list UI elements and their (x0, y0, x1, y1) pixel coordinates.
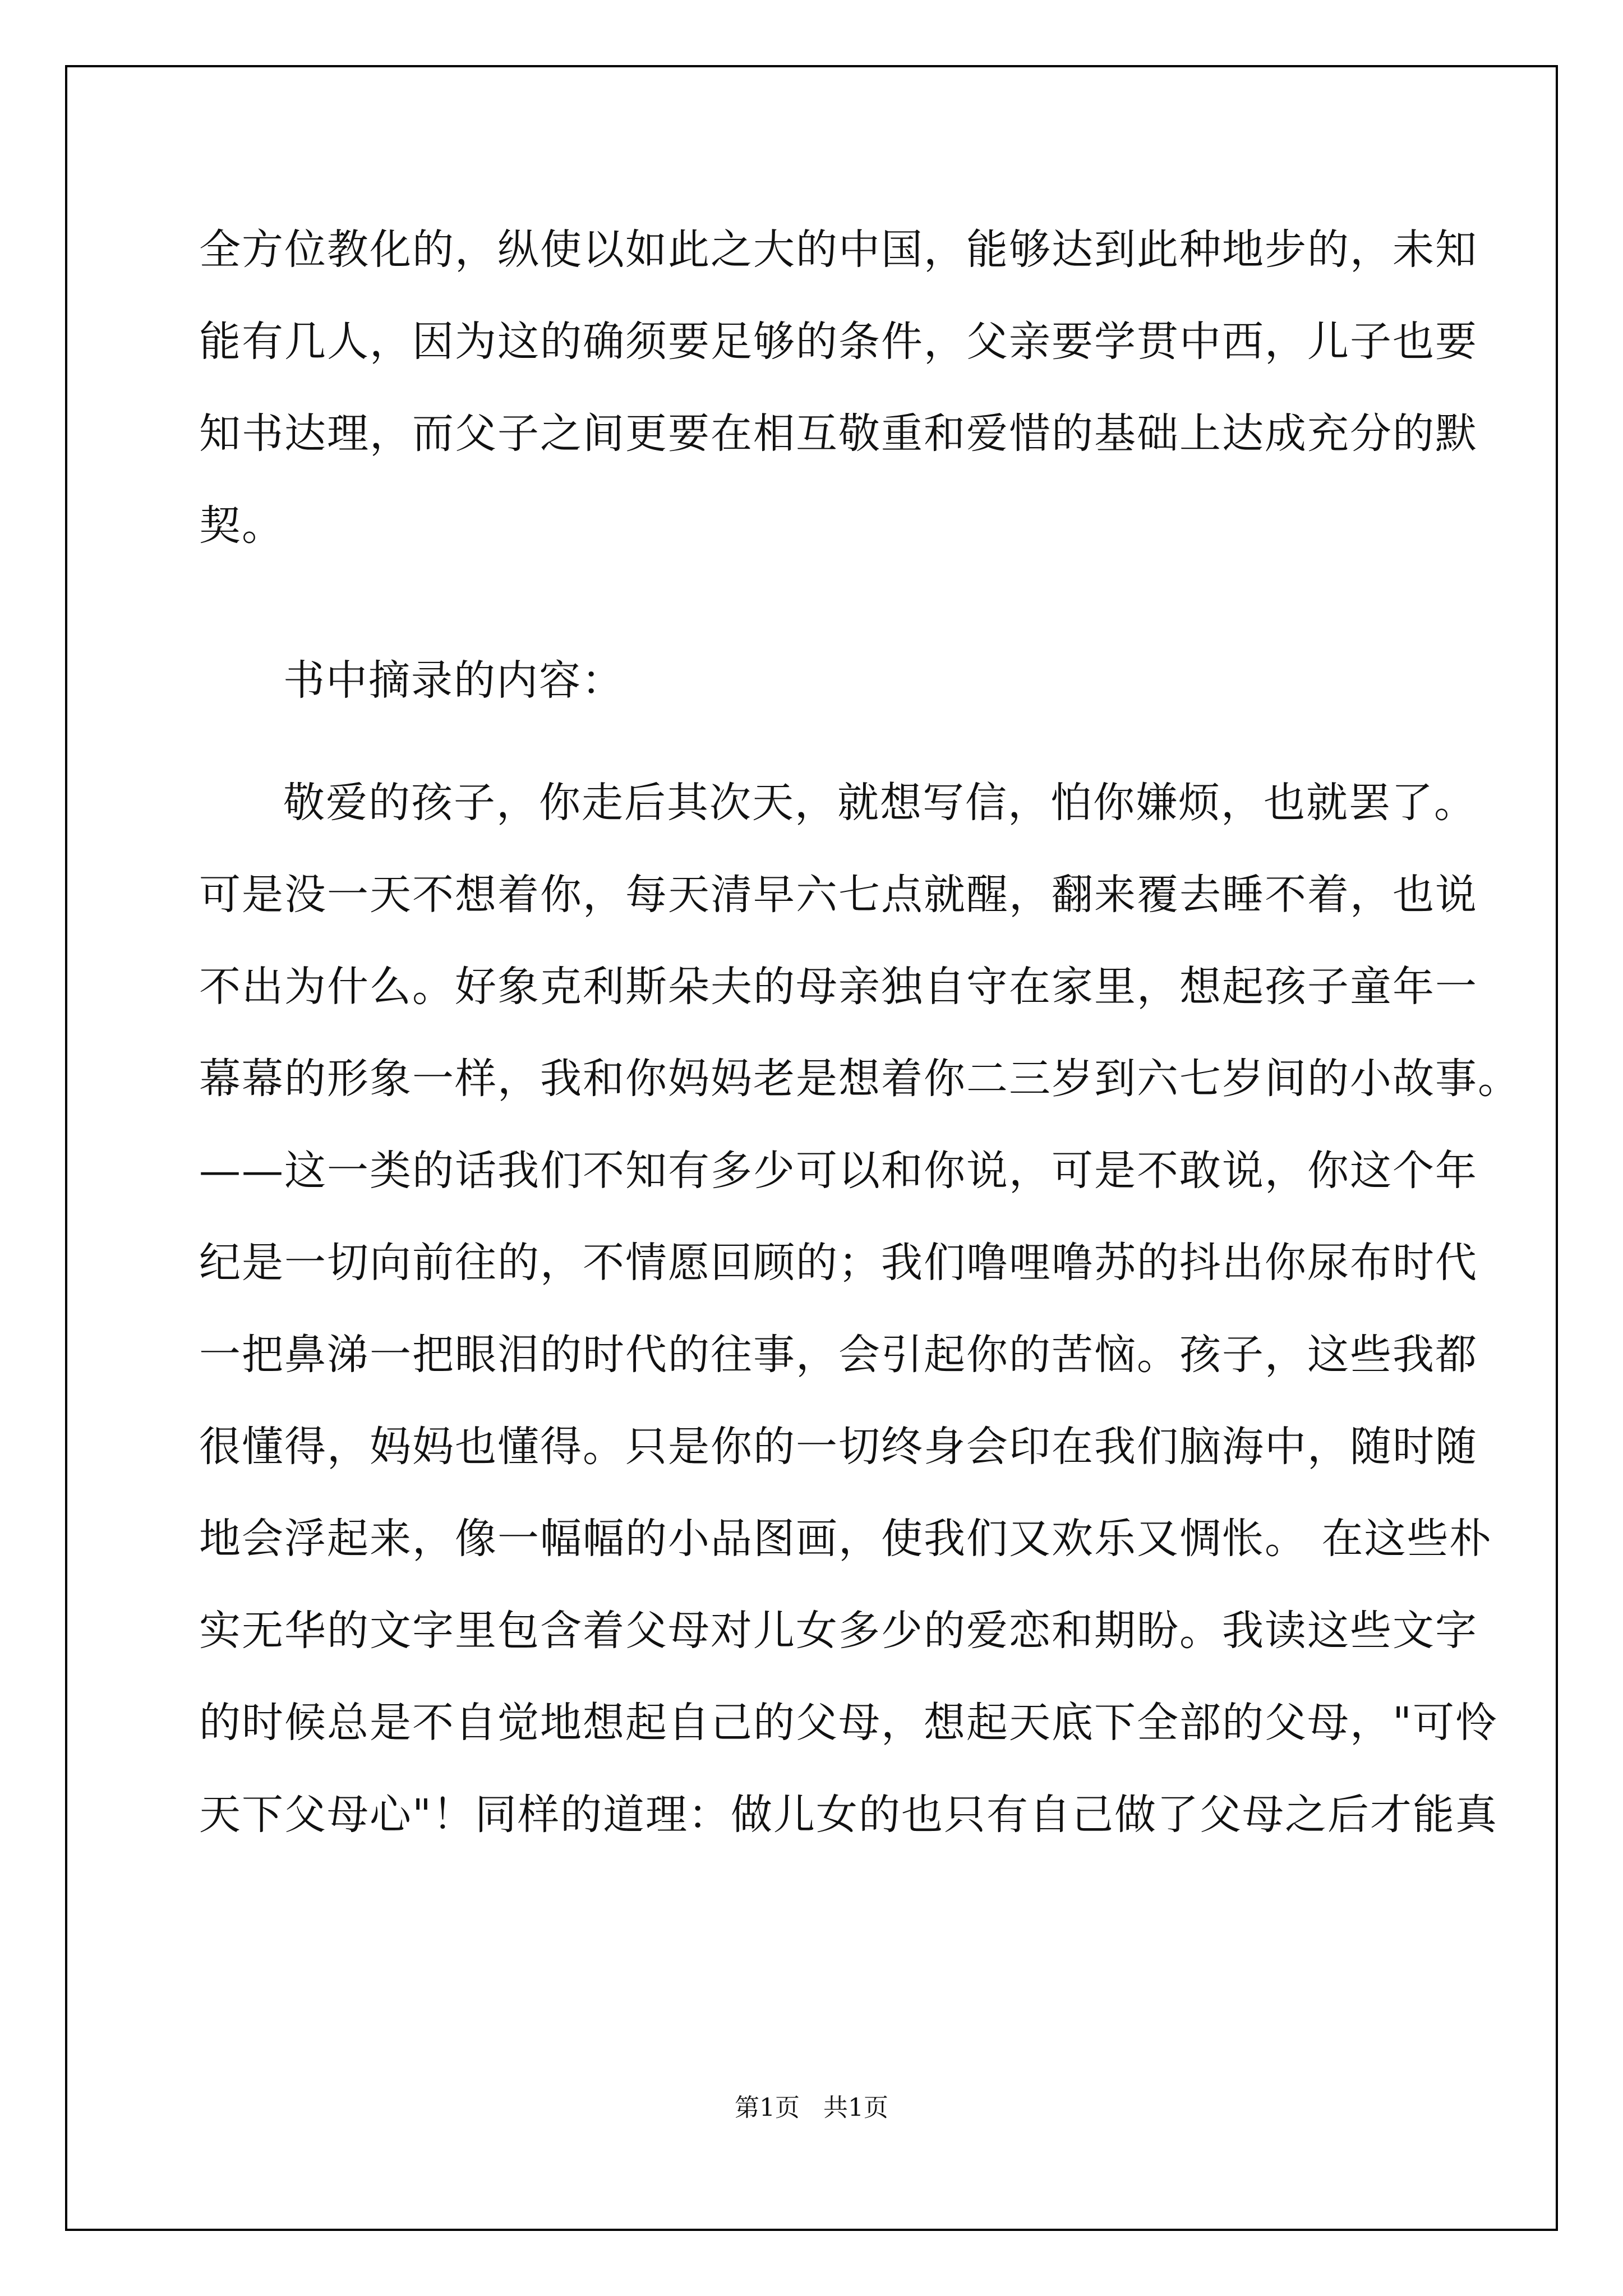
text-line: ——这一类的话我们不知有多少可以和你说，可是不敢说，你这个年 (199, 1147, 1478, 1195)
page-number: 第1页 共1页 (735, 2093, 888, 2122)
text-line: 不出为什么。好象克利斯朵夫的母亲独自守在家里，想起孩子童年一 (199, 963, 1478, 1011)
text-line: 全方位教化的，纵使以如此之大的中国，能够达到此种地步的，未知 (199, 226, 1478, 274)
text-line: 可是没一天不想着你，每天清早六七点就醒，翻来覆去睡不着，也说 (199, 871, 1478, 919)
text-line: 纪是一切向前往的，不情愿回顾的；我们噜哩噜苏的抖出你尿布时代 (199, 1239, 1478, 1287)
text-line: 的时候总是不自觉地想起自己的父母，想起天底下全部的父母，"可怜 (199, 1699, 1498, 1747)
text-line: 很懂得，妈妈也懂得。只是你的一切终身会印在我们脑海中，随时随 (199, 1423, 1478, 1471)
text-line: 地会浮起来，像一幅幅的小品图画，使我们又欢乐又惆怅。 在这些朴 (199, 1515, 1492, 1563)
text-line: 实无华的文字里包含着父母对儿女多少的爱恋和期盼。我读这些文字 (199, 1607, 1478, 1655)
text-line: 天下父母心"！同样的道理：做儿女的也只有自己做了父母之后才能真 (199, 1791, 1498, 1839)
text-line: 知书达理，而父子之间更要在相互敬重和爱惜的基础上达成充分的默 (199, 409, 1478, 458)
section-heading: 书中摘录的内容： (283, 656, 624, 705)
text-line: 能有几人，因为这的确须要足够的条件，父亲要学贯中西，儿子也要 (199, 318, 1478, 366)
text-line: 幕幕的形象一样，我和你妈妈老是想着你二三岁到六七岁间的小故事。 (199, 1055, 1520, 1103)
text-line: 一把鼻涕一把眼泪的时代的往事，会引起你的苦恼。孩子，这些我都 (199, 1331, 1478, 1379)
text-line: 敬爱的孩子，你走后其次天，就想写信，怕你嫌烦，也就罢了。 (283, 779, 1477, 827)
text-line: 契。 (199, 501, 284, 550)
